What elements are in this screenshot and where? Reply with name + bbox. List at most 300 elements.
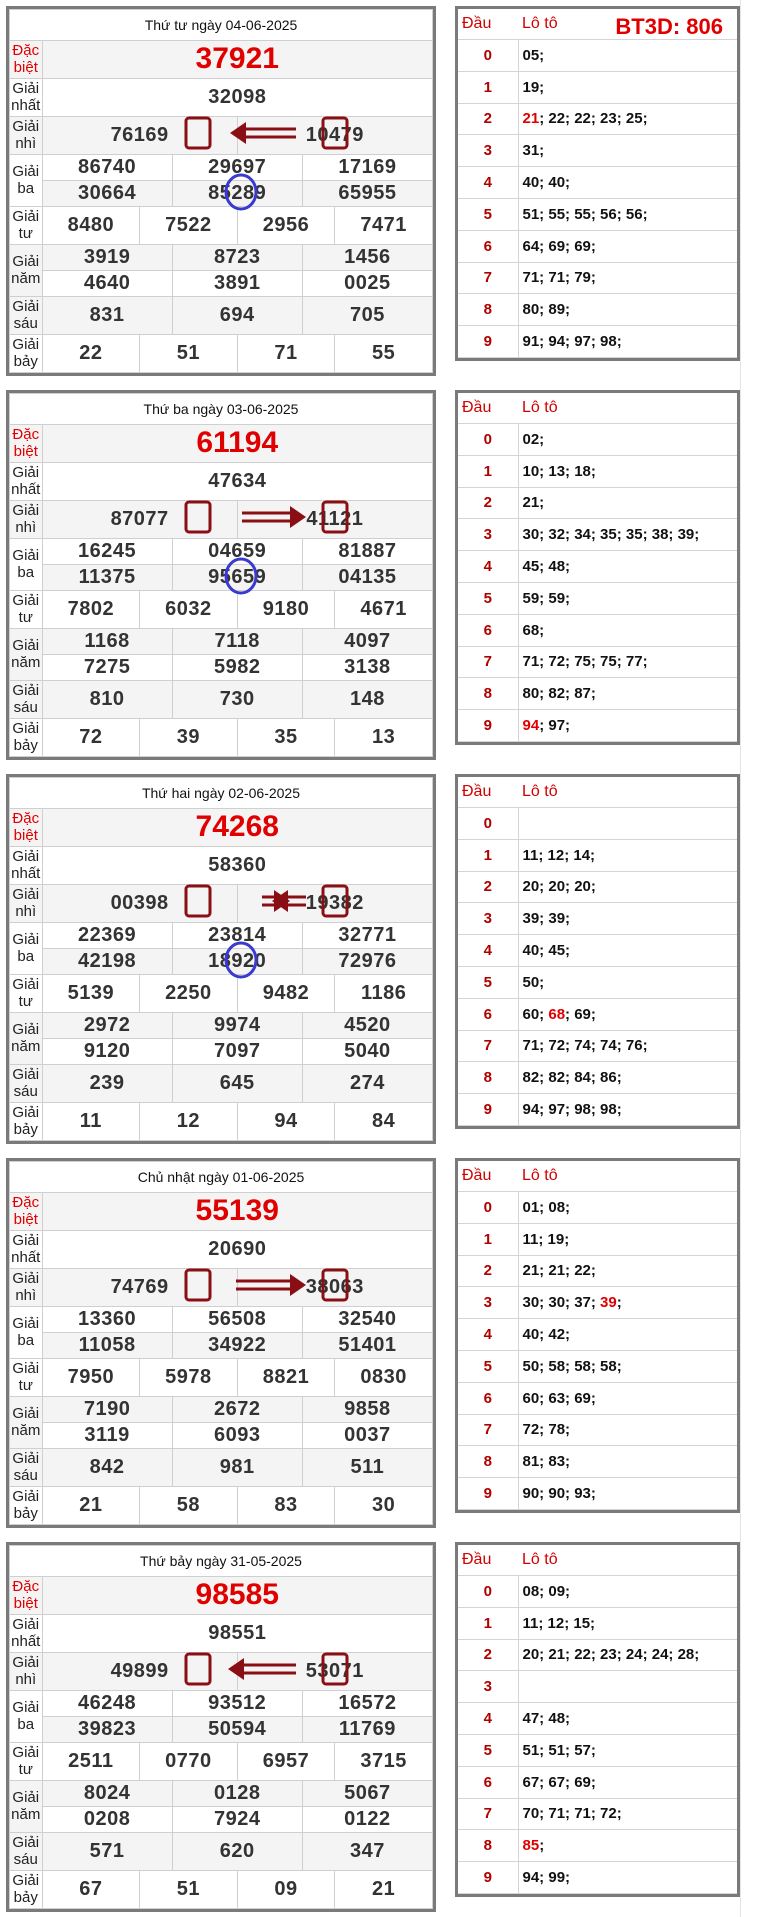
loto-row: [458, 262, 737, 294]
loto-table: [455, 774, 740, 1129]
dau-digit: 9: [458, 1862, 518, 1894]
dau-digit: 8: [458, 1830, 518, 1862]
prize-number: 6032: [140, 590, 238, 628]
dau-digit: 1: [458, 1607, 518, 1639]
prize-number: 17169: [302, 154, 432, 180]
loto-row: [458, 1576, 737, 1608]
prize-label: Giải sáu: [10, 681, 43, 719]
prize-number: 8480: [42, 206, 140, 244]
prize-number: 0122: [302, 1806, 432, 1832]
loto-values-post: ; 97;: [539, 717, 571, 735]
prize-label: Giải ba: [10, 154, 43, 206]
loto-values: [518, 1062, 737, 1094]
loto-values: [518, 1862, 737, 1894]
prize-number: 5978: [140, 1358, 238, 1396]
prize-number: 32771: [302, 922, 432, 948]
loto-values-post: 94; 97; 98; 98;: [522, 1101, 622, 1119]
prize-label: Giải năm: [10, 1780, 43, 1832]
prize-number: 22: [42, 334, 140, 372]
prize-number: 04135: [302, 564, 432, 590]
dau-digit: 6: [458, 230, 518, 262]
prize-number: 6093: [172, 1422, 302, 1448]
prize-number: 0770: [140, 1742, 238, 1780]
loto-row: [458, 1639, 737, 1671]
draw-date-title: Thứ bảy ngày 31-05-2025: [10, 1546, 433, 1577]
dau-digit: 8: [458, 1062, 518, 1094]
loto-values-post: 82; 82; 84; 86;: [522, 1069, 622, 1087]
prize-number: 72: [42, 718, 140, 756]
loto-values-post: 10; 13; 18;: [522, 462, 596, 480]
prize-number: 730: [172, 681, 302, 719]
prize-label: Giải tư: [10, 590, 43, 628]
prize-number: 7118: [172, 628, 302, 654]
loto-table: [455, 390, 740, 745]
prize-number: 6957: [237, 1742, 335, 1780]
prize-number: 84: [335, 1102, 433, 1140]
dau-digit: 7: [458, 1030, 518, 1062]
day-block: [0, 1158, 759, 1528]
draw-date-title: Thứ tư ngày 04-06-2025: [10, 10, 433, 41]
loto-row: [458, 1287, 737, 1319]
loto-values-post: 40; 40;: [522, 174, 571, 192]
loto-values: [518, 1830, 737, 1862]
prize-label: Đặc biệt: [10, 425, 43, 463]
loto-values-post: 59; 59;: [522, 589, 571, 607]
dau-digit: 3: [458, 135, 518, 167]
dau-digit: 3: [458, 903, 518, 935]
prize-number: 3919: [42, 244, 172, 270]
prize-number: 30: [335, 1486, 433, 1524]
prize-number: 98551: [42, 1614, 432, 1652]
loto-values-post: 21;: [522, 494, 545, 512]
dau-digit: 1: [458, 1223, 518, 1255]
loto-row: [458, 1255, 737, 1287]
loto-values-post: 01; 08;: [522, 1198, 571, 1216]
loto-row: [458, 1830, 737, 1862]
prize-label: Giải nhất: [11, 848, 41, 883]
loto-row: [458, 1414, 737, 1446]
loto-row: [458, 1382, 737, 1414]
loto-values: [518, 903, 737, 935]
prize-number: 842: [42, 1449, 172, 1487]
prize-number: 1456: [302, 244, 432, 270]
dau-digit: 7: [458, 262, 518, 294]
prize-label: Giải nhì: [10, 116, 43, 154]
prize-number: 41121: [237, 500, 432, 538]
loto-row: [458, 1030, 737, 1062]
prize-number: 4640: [42, 270, 172, 296]
loto-header: Lô tô: [518, 9, 737, 40]
loto-values: [518, 1607, 737, 1639]
loto-values: [518, 935, 737, 967]
dau-digit: 2: [458, 1639, 518, 1671]
loto-highlight: 94: [522, 717, 540, 735]
loto-row: [458, 1607, 737, 1639]
prize-number: 49899: [42, 1652, 237, 1690]
dau-digit: 4: [458, 935, 518, 967]
prize-number: 22369: [42, 922, 172, 948]
prize-number: 55: [335, 334, 433, 372]
draw-date-title: Thứ hai ngày 02-06-2025: [10, 778, 433, 809]
loto-values-post: ; 69;: [565, 1005, 596, 1023]
prize-number: 0025: [302, 270, 432, 296]
dau-digit: 3: [458, 519, 518, 551]
dau-digit: 6: [458, 1766, 518, 1798]
loto-row: [458, 1671, 737, 1703]
loto-values: [518, 1671, 737, 1703]
loto-values-post: 81; 83;: [522, 1453, 571, 1471]
prize-label: Giải bảy: [10, 1102, 43, 1140]
loto-values: [518, 1478, 737, 1510]
prize-number: 21: [42, 1486, 140, 1524]
loto-values: [518, 40, 737, 72]
prize-number: 51401: [302, 1332, 432, 1358]
prize-number: 7522: [140, 206, 238, 244]
loto-row: [458, 1319, 737, 1351]
loto-row: [458, 1734, 737, 1766]
draw-date-title: Chủ nhật ngày 01-06-2025: [10, 1162, 433, 1193]
loto-row: [458, 551, 737, 583]
dau-digit: 5: [458, 966, 518, 998]
prize-label: Giải năm: [10, 1012, 43, 1064]
prize-number: 50594: [172, 1716, 302, 1742]
prize-number: 0830: [335, 1358, 433, 1396]
prize-number: 58360: [42, 846, 432, 884]
loto-values-post: 47; 48;: [522, 1710, 571, 1728]
prize-label: Giải tư: [10, 1742, 43, 1780]
prize-number: 7924: [172, 1806, 302, 1832]
prize-number: 7275: [42, 654, 172, 680]
dau-digit: 9: [458, 326, 518, 358]
loto-values: [518, 808, 737, 840]
prize-number: 35: [237, 718, 335, 756]
loto-values-post: 90; 90; 93;: [522, 1485, 596, 1503]
dau-digit: 0: [458, 808, 518, 840]
loto-highlight: 85: [522, 1837, 540, 1855]
loto-values: [518, 710, 737, 742]
special-prize-number: 37921: [42, 41, 432, 79]
prize-number: 47634: [42, 462, 432, 500]
prize-number: 38063: [237, 1268, 432, 1306]
loto-values: [518, 1350, 737, 1382]
prize-number: 3119: [42, 1422, 172, 1448]
loto-values: [518, 614, 737, 646]
special-prize-number: 61194: [42, 425, 432, 463]
loto-values: [518, 455, 737, 487]
prize-number: 11058: [42, 1332, 172, 1358]
loto-values: [518, 871, 737, 903]
dau-header: Đầu: [458, 393, 518, 424]
loto-values: [518, 1446, 737, 1478]
prize-label: Giải năm: [10, 628, 43, 680]
prize-label: Giải nhất: [11, 80, 41, 115]
prize-number: 21: [335, 1870, 433, 1908]
prize-number: 87077: [42, 500, 237, 538]
dau-digit: 2: [458, 871, 518, 903]
prize-number: 16245: [42, 538, 172, 564]
loto-values-post: 40; 42;: [522, 1326, 571, 1344]
prize-number: 39: [140, 718, 238, 756]
day-block: [0, 1542, 759, 1912]
prize-label: Giải ba: [10, 1306, 43, 1358]
dau-digit: 0: [458, 40, 518, 72]
prize-number: 11769: [302, 1716, 432, 1742]
loto-values: [518, 103, 737, 135]
dau-digit: 2: [458, 1255, 518, 1287]
prize-label: Giải ba: [10, 1690, 43, 1742]
loto-values: [518, 262, 737, 294]
loto-values-post: 20; 20; 20;: [522, 878, 596, 896]
loto-values-post: 11; 12; 14;: [522, 846, 596, 864]
prize-number: 4520: [302, 1012, 432, 1038]
prize-number: 58: [140, 1486, 238, 1524]
dau-digit: 4: [458, 551, 518, 583]
loto-values: [518, 678, 737, 710]
results-table: [6, 6, 436, 376]
dau-header: Đầu: [458, 1161, 518, 1192]
prize-number: 148: [302, 681, 432, 719]
loto-values: [518, 582, 737, 614]
prize-label: Giải năm: [10, 1396, 43, 1448]
loto-values: [518, 1287, 737, 1319]
loto-values: [518, 326, 737, 358]
prize-label: Giải nhì: [10, 500, 43, 538]
loto-values: [518, 519, 737, 551]
prize-number: 85289: [172, 180, 302, 206]
loto-values: [518, 1030, 737, 1062]
loto-values-post: 08; 09;: [522, 1582, 571, 1600]
loto-values-post: 71; 71; 79;: [522, 269, 596, 287]
prize-number: 8024: [42, 1780, 172, 1806]
loto-values-post: 71; 72; 74; 74; 76;: [522, 1037, 648, 1055]
prize-number: 5067: [302, 1780, 432, 1806]
loto-row: [458, 998, 737, 1030]
prize-number: 76169: [42, 116, 237, 154]
prize-label: Đặc biệt: [10, 1193, 43, 1231]
prize-number: 39823: [42, 1716, 172, 1742]
prize-number: 981: [172, 1449, 302, 1487]
prize-number: 19382: [237, 884, 432, 922]
loto-row: [458, 198, 737, 230]
draw-date-title: Thứ ba ngày 03-06-2025: [10, 394, 433, 425]
loto-values-post: 11; 12; 15;: [522, 1614, 596, 1632]
loto-header: Lô tô: [518, 393, 737, 424]
prize-label: Giải bảy: [10, 1486, 43, 1524]
prize-label: Giải bảy: [10, 334, 43, 372]
prize-label: Giải năm: [10, 244, 43, 296]
prize-label: Giải nhì: [10, 1652, 43, 1690]
prize-number: 11: [42, 1102, 140, 1140]
loto-header: Lô tô: [518, 1545, 737, 1576]
loto-values: [518, 294, 737, 326]
loto-header: Lô tô: [518, 777, 737, 808]
loto-values: [518, 1798, 737, 1830]
prize-number: 67: [42, 1870, 140, 1908]
loto-row: [458, 614, 737, 646]
loto-values-post: 50; 58; 58; 58;: [522, 1357, 622, 1375]
loto-values: [518, 839, 737, 871]
dau-digit: 2: [458, 103, 518, 135]
prize-number: 1186: [335, 974, 433, 1012]
prize-label: Giải tư: [10, 974, 43, 1012]
dau-digit: 6: [458, 998, 518, 1030]
dau-header: Đầu: [458, 777, 518, 808]
prize-label: Giải bảy: [10, 1870, 43, 1908]
results-table: [6, 774, 436, 1144]
loto-values: [518, 1094, 737, 1126]
prize-number: 810: [42, 681, 172, 719]
loto-values-post: 51; 55; 55; 56; 56;: [522, 205, 648, 223]
prize-number: 18920: [172, 948, 302, 974]
loto-row: [458, 1223, 737, 1255]
prize-number: 5982: [172, 654, 302, 680]
loto-values: [518, 551, 737, 583]
prize-number: 12: [140, 1102, 238, 1140]
loto-values: [518, 1255, 737, 1287]
prize-label: Giải ba: [10, 922, 43, 974]
loto-highlight: 21: [522, 110, 540, 128]
loto-row: [458, 230, 737, 262]
loto-values-post: 80; 82; 87;: [522, 685, 596, 703]
prize-number: 8723: [172, 244, 302, 270]
loto-values-post: 30; 32; 34; 35; 35; 38; 39;: [522, 526, 700, 544]
loto-values-post: 68;: [522, 621, 545, 639]
prize-number: 34922: [172, 1332, 302, 1358]
special-prize-number: 74268: [42, 809, 432, 847]
loto-values-post: 39; 39;: [522, 910, 571, 928]
prize-number: 00398: [42, 884, 237, 922]
loto-values: [518, 1192, 737, 1224]
prize-label: Giải nhất: [11, 464, 41, 499]
loto-row: [458, 1446, 737, 1478]
dau-header: Đầu: [458, 9, 518, 40]
dau-digit: 7: [458, 1798, 518, 1830]
prize-number: 09: [237, 1870, 335, 1908]
loto-values: [518, 1382, 737, 1414]
loto-values-post: ;: [539, 1837, 545, 1855]
loto-values-post: 60; 63; 69;: [522, 1389, 596, 1407]
prize-number: 72976: [302, 948, 432, 974]
loto-values: [518, 487, 737, 519]
loto-table: [455, 6, 740, 361]
prize-number: 2672: [172, 1396, 302, 1422]
dau-digit: 4: [458, 167, 518, 199]
dau-digit: 2: [458, 487, 518, 519]
loto-row: [458, 1798, 737, 1830]
loto-values: [518, 1223, 737, 1255]
dau-digit: 0: [458, 424, 518, 456]
prize-number: 65955: [302, 180, 432, 206]
loto-row: [458, 424, 737, 456]
prize-number: 0208: [42, 1806, 172, 1832]
loto-values: [518, 135, 737, 167]
loto-row: [458, 1062, 737, 1094]
loto-values: [518, 1703, 737, 1735]
prize-number: 705: [302, 297, 432, 335]
prize-number: 0128: [172, 1780, 302, 1806]
prize-number: 9180: [237, 590, 335, 628]
prize-number: 74769: [42, 1268, 237, 1306]
loto-values-post: ;: [616, 1294, 622, 1312]
loto-values: [518, 198, 737, 230]
dau-digit: 9: [458, 710, 518, 742]
loto-values-pre: 30; 30; 37;: [522, 1294, 601, 1312]
dau-digit: 8: [458, 294, 518, 326]
prize-number: 13: [335, 718, 433, 756]
dau-digit: 0: [458, 1576, 518, 1608]
loto-values-post: 71; 72; 75; 75; 77;: [522, 653, 648, 671]
prize-label: Giải nhì: [10, 1268, 43, 1306]
bt3d-prediction: BT3D: 806: [615, 14, 723, 39]
dau-digit: 6: [458, 614, 518, 646]
dau-digit: 1: [458, 71, 518, 103]
loto-row: [458, 135, 737, 167]
loto-table: [455, 1158, 740, 1513]
prize-number: 2956: [237, 206, 335, 244]
loto-values-post: 70; 71; 71; 72;: [522, 1805, 622, 1823]
prize-number: 93512: [172, 1690, 302, 1716]
loto-values: [518, 646, 737, 678]
loto-values-post: 50;: [522, 973, 545, 991]
prize-label: Giải tư: [10, 1358, 43, 1396]
dau-digit: 8: [458, 678, 518, 710]
prize-label: Giải nhất: [11, 1616, 41, 1651]
results-table: [6, 1158, 436, 1528]
prize-number: 32098: [42, 78, 432, 116]
loto-row: [458, 326, 737, 358]
prize-number: 3715: [335, 1742, 433, 1780]
prize-number: 71: [237, 334, 335, 372]
loto-values: [518, 71, 737, 103]
loto-values-post: 94; 99;: [522, 1869, 571, 1887]
prize-number: 3138: [302, 654, 432, 680]
prize-number: 2511: [42, 1742, 140, 1780]
loto-row: [458, 1192, 737, 1224]
prize-number: 3891: [172, 270, 302, 296]
prize-label: Giải sáu: [10, 1833, 43, 1871]
prize-number: 0037: [302, 1422, 432, 1448]
dau-digit: 4: [458, 1319, 518, 1351]
loto-header: Lô tô: [518, 1161, 737, 1192]
loto-values-post: 64; 69; 69;: [522, 237, 596, 255]
prize-number: 95659: [172, 564, 302, 590]
loto-values: [518, 998, 737, 1030]
loto-row: [458, 103, 737, 135]
prize-number: 81887: [302, 538, 432, 564]
loto-values: [518, 1766, 737, 1798]
loto-row: [458, 1766, 737, 1798]
prize-number: 831: [42, 297, 172, 335]
prize-label: Đặc biệt: [10, 809, 43, 847]
prize-number: 23814: [172, 922, 302, 948]
prize-number: 16572: [302, 1690, 432, 1716]
loto-values-post: 05;: [522, 46, 545, 64]
loto-row: [458, 903, 737, 935]
prize-label: Giải sáu: [10, 1065, 43, 1103]
day-block: [0, 774, 759, 1144]
loto-row: [458, 487, 737, 519]
loto-values-post: 11; 19;: [522, 1230, 570, 1248]
loto-row: [458, 839, 737, 871]
loto-values-post: 02;: [522, 430, 545, 448]
prize-number: 94: [237, 1102, 335, 1140]
loto-values: [518, 230, 737, 262]
prize-number: 04659: [172, 538, 302, 564]
loto-row: [458, 1350, 737, 1382]
loto-values-post: 19;: [522, 78, 545, 96]
dau-digit: 4: [458, 1703, 518, 1735]
loto-row: [458, 1094, 737, 1126]
